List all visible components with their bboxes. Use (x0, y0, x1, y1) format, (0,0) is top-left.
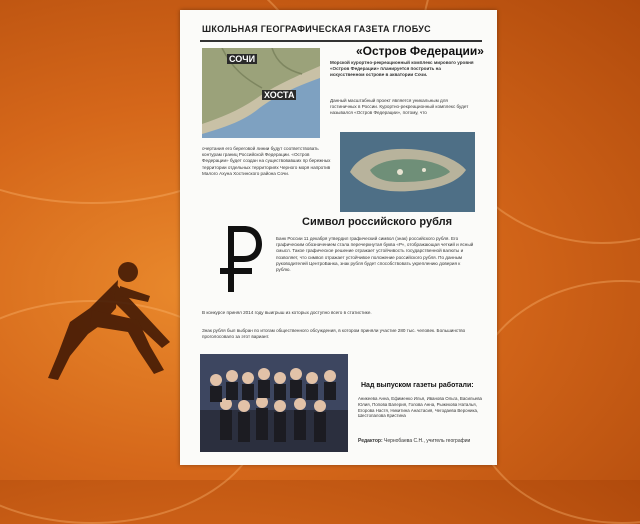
article-paragraph: В конкурсе принял 2014 году выигрыш из которых доступно всего в статистике. (202, 310, 372, 315)
article-paragraph: Морской курортно-рекреационный комплекс мирового уровня «Остров Федерации» планируется построить на искусственном острове в акватории Сочи. (330, 60, 474, 78)
map-label-hosta: ХОСТА (264, 90, 295, 100)
article-paragraph: Данный масштабный проект является уникальным для гостиничных в России. Курортно-рекреационный комплекс будет назывался «Остров Федерации», потому, что (330, 98, 469, 116)
newspaper-header: ШКОЛЬНАЯ ГЕОГРАФИЧЕСКАЯ ГАЗЕТА ГЛОБУС (202, 24, 431, 34)
article-paragraph: Знак рубля был выбран по итогам общественного обсуждения, в котором приняли участие 280 тыс. человек. Большинство проголосовало за этот вариант. (202, 328, 466, 340)
header-divider (200, 40, 482, 42)
credits-title: Над выпуском газеты работали: (361, 382, 474, 389)
map-label-sochi: СОЧИ (229, 54, 256, 64)
editor-label: Редактор: (358, 438, 383, 444)
editor-line (358, 438, 470, 444)
credits-names: Аникеева Анна, Ефименко Илья, Иванова Ольга, Васильева Юлия, Попова Валерия, Голова Анна, Рыжекова Наталья, Егорова Настя, Никитина Анастасия, Чегодаева Вероника, Шестопалова Кристина (358, 396, 482, 419)
editorial-team-photo (200, 354, 348, 452)
article-paragraph: Банк России 11 декабря утвердил графический символ (знак) российского рубля. Его графическим обозначением стала перечеркнутая буква «Р», отображающая четкий и ясный смысл. Такое графическое решение отражает устойчивость государственной валюты и позволяет, что символ отражает устойчивое положение российского рубля. По данным руководителей ЦентроБанка, знак рубля будет способствовать укреплению доверия к рублю. (276, 236, 474, 273)
editor-name: Чернобаева С.Н., учитель географии (384, 438, 471, 444)
sochi-map-image (202, 48, 320, 138)
article-title-federation-island: «Остров Федерации» (356, 44, 484, 58)
federation-island-aerial-image (340, 132, 475, 212)
article-title-ruble-symbol: Символ российского рубля (302, 216, 453, 228)
newspaper-page (180, 10, 497, 465)
runner-silhouette (30, 250, 180, 390)
article-paragraph: очертания его береговой линии будут соответствовать контурам границ Российской Федерации. «Остров Федерации» будет создан на существовавших пр бережных территории отдельных территориях Черного моря напротив Малого Ахуна Хостинского района Сочи. (202, 146, 331, 176)
ruble-sign-icon (218, 222, 264, 294)
